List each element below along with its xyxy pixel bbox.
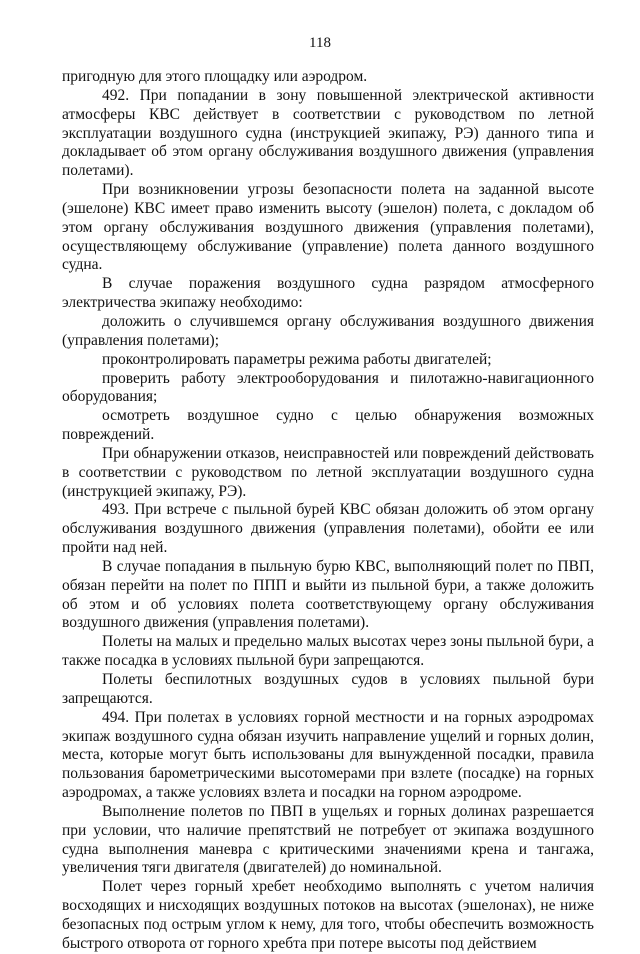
paragraph: 494. При полетах в условиях горной местности и на горных аэродромах экипаж воздушного судна обязан изучить направление ущелий и горных долин, места, которые могут быть использованы для вынужденной посадки, правила пользования барометрическими высотомерами при взлете (посадке) на горных аэродромах, а также условиях взлета и посадки на горном аэродроме. [62,708,594,802]
paragraph: Полет через горный хребет необходимо выполнять с учетом наличия восходящих и нисходящих воздушных потоков на высотах (эшелонах), не ниже безопасных под острым углом к нему, для того, чтобы обеспечить возможность быстрого отворота от горного хребта при потере высоты под действием [62,878,594,952]
paragraph: 493. При встрече с пыльной бурей КВС обязан доложить об этом органу обслуживания воздушного движения (управления полетами), обойти ее или пройти над ней. [62,501,594,557]
paragraph: Полеты на малых и предельно малых высотах через зоны пыльной бури, а также посадка в условиях пыльной бури запрещаются. [62,633,594,670]
paragraph: Полеты беспилотных воздушных судов в условиях пыльной бури запрещаются. [62,671,594,707]
paragraph: При возникновении угрозы безопасности полета на заданной высоте (эшелоне) КВС имеет право изменить высоту (эшелон) полета, с докладом об этом органу обслуживания воздушного движения (управления полетами), осуществляющему обслуживание (управление) полета данного воздушного судна. [62,181,594,274]
paragraph: осмотреть воздушное судно с целью обнаружения возможных повреждений. [62,407,594,444]
paragraph: 492. При попадании в зону повышенной электрической активности атмосферы КВС действует в соответствии с руководством по летной эксплуатации воздушного судна (инструкцией экипажу, РЭ) данного типа и докладывает об этом органу обслуживания воздушного движения (управления полетами). [62,86,594,180]
paragraph: проверить работу электрооборудования и пилотажно-навигационного оборудования; [62,369,594,406]
paragraph: проконтролировать параметры режима работы двигателей; [102,350,492,368]
paragraph: В случае попадания в пыльную бурю КВС, выполняющий полет по ПВП, обязан перейти на полет по ППП и выйти из пыльной бури, а также доложить об этом и об условиях полета соответствующему органу обслуживания воздушного движения (управления полетами). [62,557,594,632]
paragraph: Выполнение полетов по ПВП в ущельях и горных долинах разрешается при условии, что наличие препятствий не потребует от экипажа воздушного судна выполнения маневра с критическими значениями крена и тангажа, увеличения тяги двигателя (двигателей) до номинальной. [62,802,594,877]
document-body [62,68,594,954]
paragraph: доложить о случившемся органу обслуживания воздушного движения (управления полетами); [62,312,594,349]
paragraph: пригодную для этого площадку или аэродром. [62,68,368,85]
page-number: 118 [309,35,331,51]
paragraph: При обнаружении отказов, неисправностей или повреждений действовать в соответствии с руководством по летной эксплуатации воздушного судна (инструкцией экипажу, РЭ). [62,444,594,500]
paragraph: В случае поражения воздушного судна разрядом атмосферного электричества экипажу необходимо: [62,275,594,312]
